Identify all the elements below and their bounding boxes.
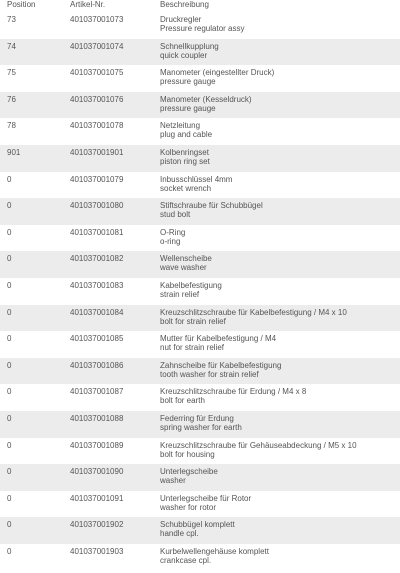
row-position: 0 bbox=[7, 307, 12, 317]
row-article-number: 401037001089 bbox=[70, 440, 124, 450]
table-row bbox=[0, 225, 400, 252]
row-article-number: 401037001079 bbox=[70, 174, 124, 184]
table-row bbox=[0, 438, 400, 465]
table-row bbox=[0, 305, 400, 332]
row-description bbox=[160, 334, 398, 352]
row-article-number: 401037001083 bbox=[70, 280, 124, 290]
row-article-number: 401037001073 bbox=[70, 15, 124, 24]
table-row bbox=[0, 331, 400, 358]
description-english: spring washer for earth bbox=[160, 422, 242, 432]
description-german: Inbusschlüssel 4mm bbox=[160, 174, 233, 184]
description-english: plug and cable bbox=[160, 130, 213, 140]
row-article-number: 401037001090 bbox=[70, 467, 124, 477]
row-position: 0 bbox=[7, 387, 12, 397]
row-description bbox=[160, 414, 398, 432]
description-german: Stiftschraube für Schubbügel bbox=[160, 201, 263, 211]
row-description bbox=[160, 467, 398, 485]
row-position: 0 bbox=[7, 467, 12, 477]
description-english: strain relief bbox=[160, 289, 200, 299]
row-article-number: 401037001082 bbox=[70, 254, 124, 264]
row-position: 0 bbox=[7, 201, 12, 211]
row-article-number: 401037001085 bbox=[70, 334, 124, 344]
row-position: 0 bbox=[7, 227, 12, 237]
row-article-number: 401037001903 bbox=[70, 546, 124, 556]
table-row bbox=[0, 464, 400, 491]
row-description bbox=[160, 68, 398, 86]
table-row bbox=[0, 278, 400, 305]
table-row bbox=[0, 358, 400, 385]
description-german: Kreuzschlitzschraube für Gehäuseabdeckung / M5 x 10 bbox=[160, 440, 357, 450]
row-description bbox=[160, 228, 398, 246]
description-english: crankcase cpl. bbox=[160, 555, 212, 565]
description-german: Kolbenringset bbox=[160, 147, 209, 157]
description-english: socket wrench bbox=[160, 183, 212, 193]
description-german: Unterlegscheibe für Rotor bbox=[160, 493, 252, 503]
row-description bbox=[160, 15, 398, 33]
row-description bbox=[160, 254, 398, 272]
row-position: 0 bbox=[7, 254, 12, 264]
description-english: piston ring set bbox=[160, 156, 210, 166]
row-description bbox=[160, 201, 398, 219]
row-position: 0 bbox=[7, 520, 12, 530]
row-article-number: 401037001086 bbox=[70, 360, 124, 370]
description-english: wave washer bbox=[160, 263, 207, 273]
description-english: tooth washer for strain relief bbox=[160, 369, 259, 379]
description-english: Pressure regulator assy bbox=[160, 24, 245, 33]
row-position: 76 bbox=[7, 94, 16, 104]
description-english: stud bolt bbox=[160, 210, 191, 220]
table-row bbox=[0, 544, 400, 571]
row-position: 0 bbox=[7, 360, 12, 370]
description-english: o-ring bbox=[160, 236, 181, 246]
row-description bbox=[160, 547, 398, 565]
description-english: bolt for strain relief bbox=[160, 316, 226, 326]
description-german: Netzleitung bbox=[160, 121, 201, 131]
table-row bbox=[0, 118, 400, 145]
row-article-number: 401037001078 bbox=[70, 121, 124, 131]
table-row bbox=[0, 411, 400, 438]
row-article-number: 401037001087 bbox=[70, 387, 124, 397]
row-description bbox=[160, 308, 398, 326]
row-description bbox=[160, 520, 398, 538]
table-row bbox=[0, 145, 400, 172]
table-row bbox=[0, 172, 400, 199]
description-english: washer for rotor bbox=[160, 502, 217, 512]
table-row bbox=[0, 384, 400, 411]
description-german: Kurbelwellengehäuse komplett bbox=[160, 546, 269, 556]
table-row bbox=[0, 65, 400, 92]
table-row bbox=[0, 92, 400, 119]
description-english: pressure gauge bbox=[160, 77, 216, 87]
row-article-number: 401037001081 bbox=[70, 227, 124, 237]
row-description bbox=[160, 441, 398, 459]
description-german: Federring für Erdung bbox=[160, 413, 234, 423]
row-position: 0 bbox=[7, 334, 12, 344]
table-header bbox=[0, 0, 400, 12]
description-english: nut for strain relief bbox=[160, 343, 225, 353]
row-article-number: 401037001074 bbox=[70, 41, 124, 51]
table-row bbox=[0, 491, 400, 518]
row-description bbox=[160, 148, 398, 166]
table-row bbox=[0, 39, 400, 66]
description-german: Kreuzschlitzschraube für Kabelbefestigung / M4 x 10 bbox=[160, 307, 347, 317]
row-description bbox=[160, 42, 398, 60]
table-body bbox=[0, 12, 400, 570]
description-german: Manometer (eingestellter Druck) bbox=[160, 68, 275, 78]
description-english: bolt for housing bbox=[160, 449, 215, 459]
description-english: pressure gauge bbox=[160, 103, 216, 113]
description-english: bolt for earth bbox=[160, 396, 205, 406]
row-position: 75 bbox=[7, 68, 16, 78]
row-position: 0 bbox=[7, 546, 12, 556]
description-english: quick coupler bbox=[160, 50, 208, 60]
row-position: 0 bbox=[7, 413, 12, 423]
description-german: Kabelbefestigung bbox=[160, 280, 222, 290]
table-row bbox=[0, 198, 400, 225]
row-description bbox=[160, 121, 398, 139]
row-position: 0 bbox=[7, 493, 12, 503]
row-position: 0 bbox=[7, 174, 12, 184]
description-german: Wellenscheibe bbox=[160, 254, 212, 264]
row-position: 0 bbox=[7, 440, 12, 450]
description-german: Schnellkupplung bbox=[160, 41, 219, 51]
description-german: Manometer (Kesseldruck) bbox=[160, 94, 252, 104]
row-article-number: 401037001088 bbox=[70, 413, 124, 423]
row-position: 901 bbox=[7, 147, 21, 157]
description-german: Zahnscheibe für Kabelbefestigung bbox=[160, 360, 282, 370]
table-row bbox=[0, 251, 400, 278]
description-german: Unterlegscheibe bbox=[160, 467, 218, 477]
row-article-number: 401037001902 bbox=[70, 520, 124, 530]
row-article-number: 401037001084 bbox=[70, 307, 124, 317]
header-article-number: Artikel-Nr. bbox=[70, 0, 106, 9]
description-german: Mutter für Kabelbefestigung / M4 bbox=[160, 334, 277, 344]
description-german: O-Ring bbox=[160, 227, 186, 237]
table-row bbox=[0, 517, 400, 544]
row-description bbox=[160, 281, 398, 299]
row-article-number: 401037001075 bbox=[70, 68, 124, 78]
row-position: 73 bbox=[7, 15, 16, 24]
row-description bbox=[160, 361, 398, 379]
description-german: Kreuzschlitzschraube für Erdung / M4 x 8 bbox=[160, 387, 307, 397]
row-article-number: 401037001080 bbox=[70, 201, 124, 211]
table-row bbox=[0, 12, 400, 39]
description-german: Druckregler bbox=[160, 15, 202, 24]
row-description bbox=[160, 494, 398, 512]
description-english: handle cpl. bbox=[160, 529, 199, 539]
description-german: Schubbügel komplett bbox=[160, 520, 235, 530]
row-article-number: 401037001076 bbox=[70, 94, 124, 104]
row-article-number: 401037001901 bbox=[70, 147, 124, 157]
row-position: 0 bbox=[7, 280, 12, 290]
header-position: Position bbox=[7, 0, 36, 9]
row-description bbox=[160, 95, 398, 113]
row-position: 78 bbox=[7, 121, 16, 131]
row-description bbox=[160, 175, 398, 193]
row-position: 74 bbox=[7, 41, 16, 51]
row-article-number: 401037001091 bbox=[70, 493, 124, 503]
description-english: washer bbox=[160, 476, 186, 486]
header-description: Beschreibung bbox=[160, 0, 209, 9]
row-description bbox=[160, 387, 398, 405]
